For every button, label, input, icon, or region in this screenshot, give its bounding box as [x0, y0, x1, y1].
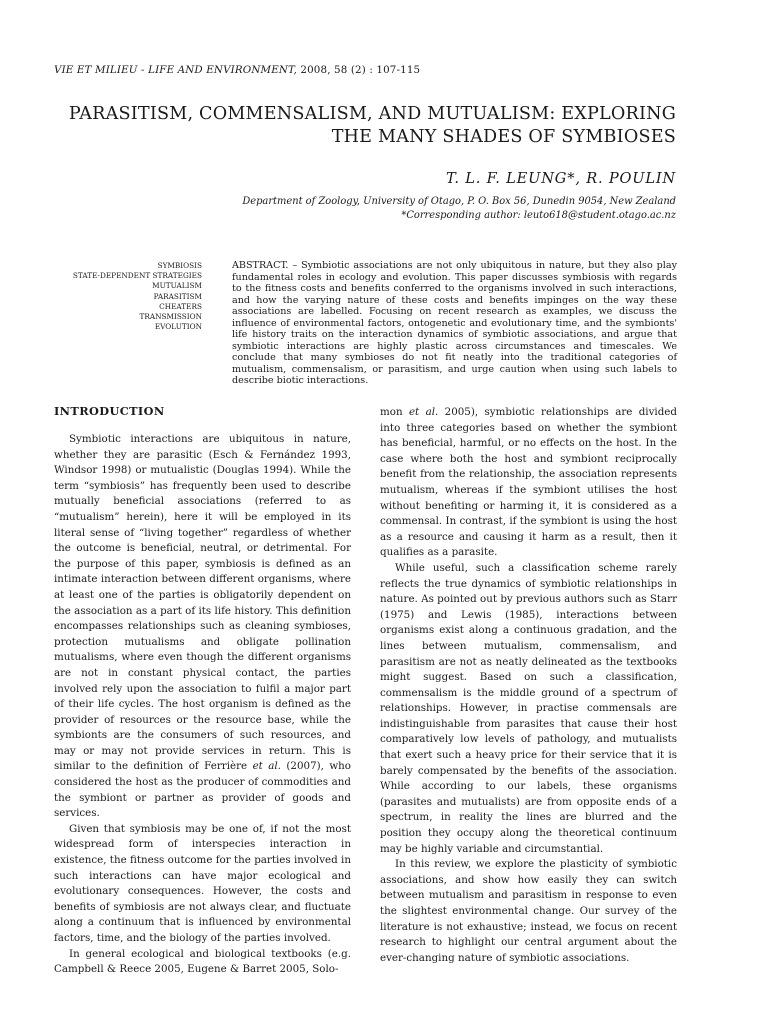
paragraph: Given that symbiosis may be one of, if not the most widespread form of interspecies interaction in existence, the fitness outcome for the parties involved in such interactions can have major ecological and evolutionary consequences. However, the costs and benefits of symbiosis are not always clear, and fluctuate along a continuum that is influenced by environmental factors, time, and the biology of the parties involved. [54, 822, 351, 944]
title-line-1: PARASITISM, COMMENSALISM, AND MUTUALISM: EXPLORING [68, 104, 676, 124]
keyword: PARASITISM [153, 291, 202, 301]
paragraph: While useful, such a classification scheme rarely reflects the true dynamics of symbiotic relationships in nature. As pointed out by previous authors such as Starr (1975) and Lewis (1985), interactions between organisms exist along a continuous gradation, and the lines between mutualism, commensalism, and parasitism are not as neatly delineated as the textbooks might suggest. Based on such a classification, commensalism is the middle ground of a spectrum of relationships. However, in practise commensals are indistinguishable from parasites that cause their host comparatively low levels of pathology, and mutualists that exert such a heavy price for their service that it is barely compensated by the benefits of the association. While according to our labels, these organisms (parasites and mutualists) are from opposite ends of a spectrum, in reality the lines are blurred and the position they occupy along the theoretical continuum may be highly variable and circumstantial. [380, 561, 677, 855]
paragraph: In this review, we explore the plasticity of symbiotic associations, and show how easily they can switch between mutualism and parasitism in response to even the slightest environmental change. Our survey of the literature is not exhaustive; instead, we focus on recent research to highlight our central argument about the ever-changing nature of symbiotic associations. [380, 858, 677, 964]
journal-citation: 2008, 58 (2) : 107-115 [296, 64, 421, 76]
paragraph: mon et al. 2005), symbiotic relationships are divided into three categories based on whether the symbiont has beneficial, harmful, or no effects on the host. In the case where both the host and symbiont reciprocally benefit from the relationship, the association represents mutualism, whereas if the symbiont utilises the host without benefiting or harming it, it is considered as a commensal. In contrast, if the symbiont is using the host as a resource and causing it harm as a result, then it qualifies as a parasite. [380, 406, 677, 559]
journal-name: VIE ET MILIEU - LIFE AND ENVIRONMENT, [54, 64, 297, 76]
keyword: SYMBIOSIS [157, 261, 202, 270]
corresponding-author: *Corresponding author: leuto618@student.otago.ac.nz [401, 210, 676, 221]
keyword-list [60, 261, 202, 332]
paragraph: In general ecological and biological textbooks (e.g. Campbell & Reece 2005, Eugene & Barret 2005, Solo- [54, 947, 351, 976]
section-heading-introduction: INTRODUCTION [54, 404, 165, 418]
journal-header [54, 64, 420, 76]
paper-title [54, 103, 676, 148]
keyword: TRANSMISSION [139, 312, 202, 322]
title-line-2: THE MANY SHADES OF SYMBIOSES [331, 126, 676, 147]
affiliation-block [242, 195, 676, 223]
abstract: ABSTRACT. – Symbiotic associations are not only ubiquitous in nature, but they also play fundamental roles in ecology and evolution. This paper discusses symbiosis with regards to the fitness costs and benefits conferred to the organisms involved in such interactions, and how the varying nature of these costs and benefits impinges on the way these associations are labelled. Focusing on recent research as examples, we discuss the influence of environmental factors, ontogenetic and evolutionary time, and the symbionts' life history traits on the interaction dynamics of symbiotic associations, and argue that symbiotic interactions are highly plastic across circumstances and timescales. We conclude that many symbioses do not fit neatly into the traditional categories of mutualism, commensalism, or parasitism, and urge caution when using such labels to describe biotic interactions. [232, 260, 677, 386]
keyword: MUTUALISM [152, 281, 202, 291]
keyword: EVOLUTION [154, 322, 202, 332]
keyword: CHEATERS [159, 301, 202, 311]
keyword: STATE-DEPENDENT STRATEGIES [72, 271, 202, 281]
affiliation-department: Department of Zoology, University of Otago, P. O. Box 56, Dunedin 9054, New Zealand [242, 196, 676, 207]
body-column-left [54, 404, 351, 978]
paragraph: Symbiotic interactions are ubiquitous in nature, whether they are parasitic (Esch & Fernández 1993, Windsor 1998) or mutualistic (Douglas 1994). While the term “symbiosis” has frequently been used to describe mutually beneficial associations (referred to as “mutualism” herein), here it will be employed in its literal sense of “living together” regardless of whether the outcome is beneficial, neutral, or detrimental. For the purpose of this paper, symbiosis is defined as an intimate interaction between different organisms, where at least one of the parties is obligatorily dependent on the association as a part of its life history. This definition encompasses relationships such as cleaning symbioses, protection mutualisms and obligate pollination mutualisms, where even though the different organisms are not in constant physical contact, the parties involved rely upon the association to fulfil a major part of their life cycles. The host organism is defined as the provider of resources or the resource base, while the symbionts are the consumers of such resources, and may or may not provide services in return. This is similar to the definition of Ferrière et al. (2007), who considered the host as the producer of commodities and the symbiont or partner as provider of goods and services. [54, 433, 352, 820]
body-column-right [380, 405, 677, 966]
author-list: T. L. F. LEUNG*, R. POULIN [446, 170, 676, 187]
